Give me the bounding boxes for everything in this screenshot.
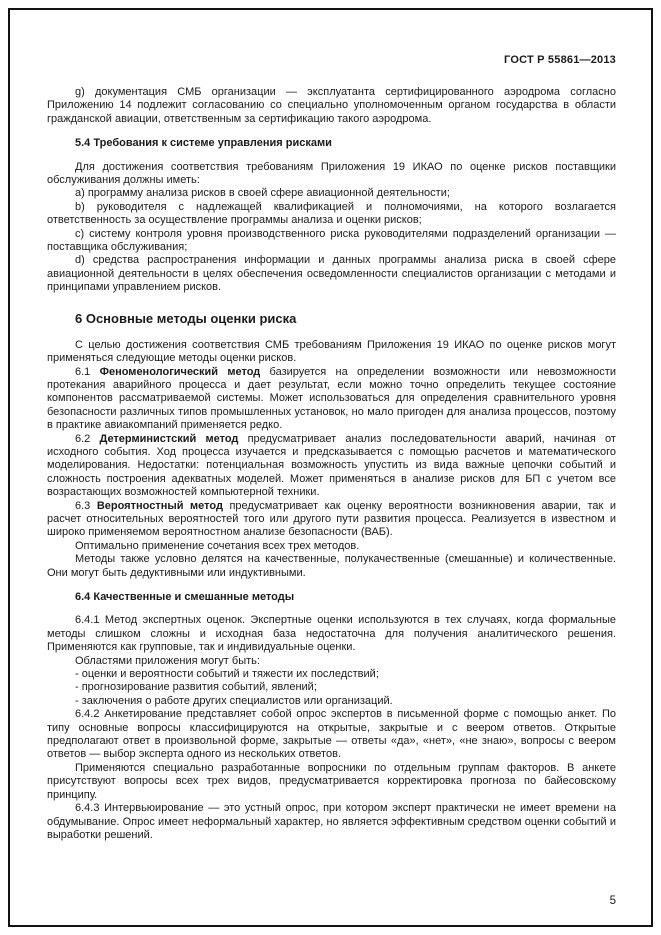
document-body (47, 86, 616, 842)
paragraph: Применяются специально разработанные вопросники по отдельным группам факторов. В анкете присутствуют вопросы всех трех видов, предусматривается корректировка прогноза по байесовскому принципу. (47, 761, 616, 801)
paragraph: b) руководителя с надлежащей квалификацией и полномочиями, на которого возлагается ответственность за осуществление программы анализа и оценки рисков; (47, 200, 616, 227)
paragraph: - оценки и вероятности событий и тяжести их последствий; (75, 668, 379, 681)
paragraph: 6.4.3 Интервьюирование — это устный опрос, при котором эксперт практически не имеет времени на обдумывание. Опрос имеет неформальный характер, но является эффективным средством оценки событий и выработки решений. (47, 802, 616, 841)
paragraph: с) систему контроля уровня производственного риска руководителями подразделений организации — поставщика обслуживания; (47, 227, 616, 254)
paragraph: а) программу анализа рисков в своей сфере авиационной деятельности; (75, 187, 450, 200)
paragraph: 6.2 Детерминистский метод предусматривает анализ последовательности аварий, начиная от исходного события. Ход процесса изучается и предсказывается с помощью расчетов и математического моделирования. Недостатки: потенциальная возможность упустить из вида важные цепочки событий и сложность построения адекватных моделей. Может применяться в анализе рисков для БП с учетом все возрастающих возможностей компьютерной техники. (47, 432, 616, 499)
paragraph: Оптимально применение сочетания всех трех методов. (75, 539, 360, 552)
paragraph: d) средства распространения информации и данных программы анализа риска в своей сфере авиационной деятельности в целях обеспечения осведомленности специалистов организации с методами и принципами управлением рисков. (47, 254, 616, 294)
paragraph: - прогнозирование развития событий, явлений; (75, 681, 317, 694)
paragraph: 6.1 Феноменологический метод базируется на определении возможности или невозможности протекания аварийного процесса и дает результат, если можно точно определить текущее состояние компонентов рассматриваемой системы. Может использоваться для определения сравнительного уровня безопасности различных типов промышленных установок, но мало пригоден для анализа процессов, поэтому в практике авиакомпаний применяется редко. (47, 365, 616, 432)
document-number-header: ГОСТ Р 55861—2013 (504, 54, 616, 66)
section-heading: 6 Основные методы оценки риска (75, 310, 297, 326)
paragraph: С целью достижения соответствия СМБ требованиям Приложения 19 ИКАО по оценке рисков могут применяться следующие методы оценки рисков. (47, 338, 616, 365)
paragraph: Областями приложения могут быть: (75, 654, 260, 667)
paragraph: 6.3 Вероятностный метод предусматривает как оценку вероятности возникновения аварии, так и расчет относительных вероятностей того или другого пути развития процесса. Реализуется в известном и широко применяемом вероятностном анализе безопасности (ВАБ). (47, 499, 616, 539)
page-number: 5 (609, 895, 616, 907)
section-heading: 6.4 Качественные и смешанные методы (75, 591, 295, 603)
paragraph: Для достижения соответствия требованиям Приложения 19 ИКАО по оценке рисков поставщики обслуживания должны иметь: (47, 160, 616, 187)
paragraph: 6.4.2 Анкетирование представляет собой опрос экспертов в письменной форме с помощью анкет. По типу основные вопросы классифицируются на открытые, закрытые и с веером ответов. Открытые предполагают ответ в произвольной форме, закрытые — ответы «да», «нет», «не знаю», вопросы с веером ответов — выбор эксперта одного из нескольких ответов. (47, 708, 616, 761)
document-page (47, 54, 616, 842)
section-heading: 5.4 Требования к системе управления рисками (75, 137, 332, 150)
paragraph: - заключения о работе других специалистов или организаций. (75, 694, 393, 707)
paragraph: g) документация СМБ организации — эксплуатанта сертифицированного аэродрома согласно Приложению 14 подлежит согласованию со специально уполномоченным органом государства в области гражданской авиации, ответственным за сертификацию такого аэродрома. (47, 86, 616, 125)
paragraph: 6.4.1 Метод экспертных оценок. Экспертные оценки используются в тех случаях, когда формальные методы слишком сложны и исходная база недостаточна для получения аналитического решения. Применяются как групповые, так и индивидуальные оценки. (47, 614, 616, 654)
paragraph: Методы также условно делятся на качественные, полукачественные (смешанные) и количественные. Они могут быть дедуктивными или индуктивными. (47, 553, 616, 579)
